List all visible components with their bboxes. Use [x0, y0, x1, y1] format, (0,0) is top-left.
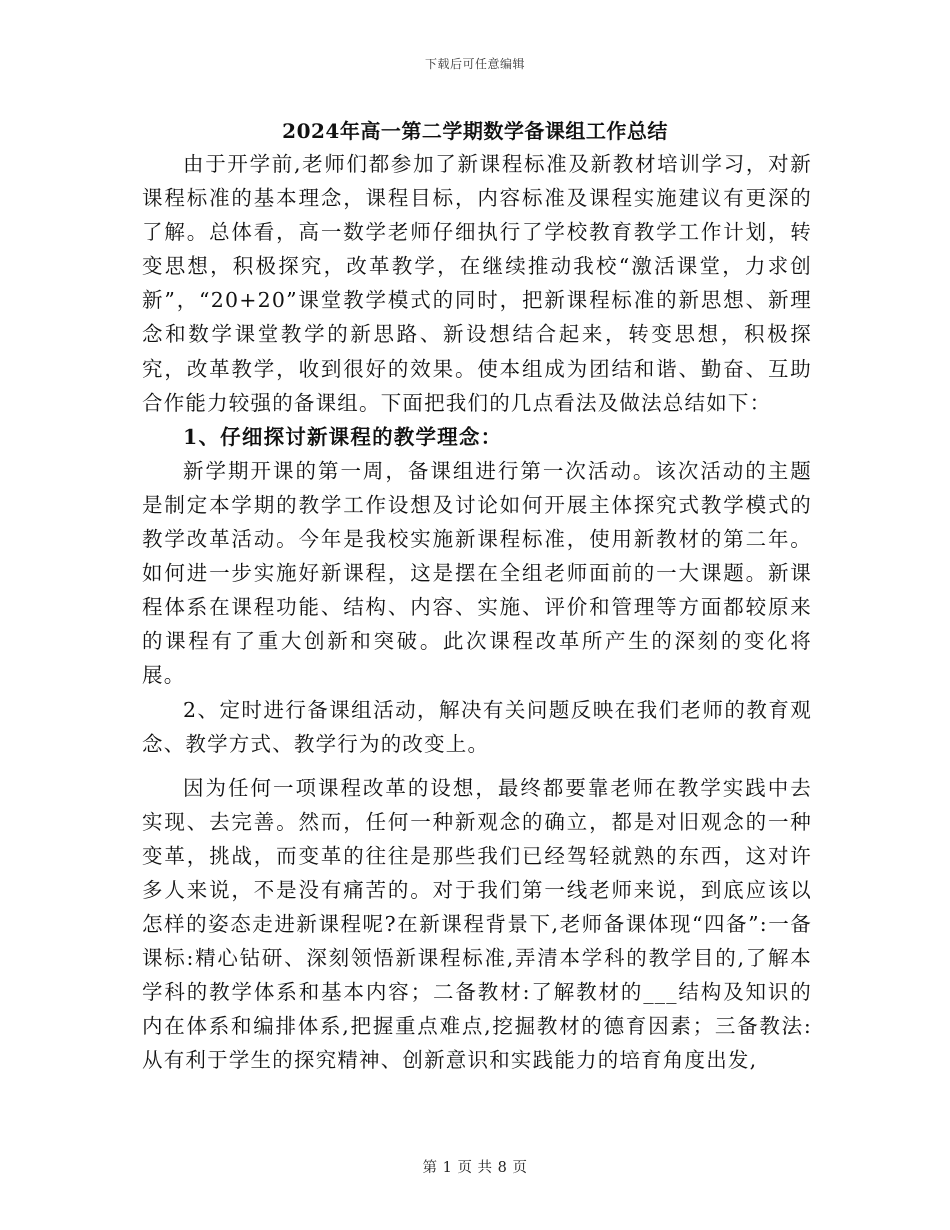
header-note: 下载后可任意编辑 — [424, 57, 525, 71]
paragraph-intro: 由于开学前,老师们都参加了新课程标准及新教材培训学习，对新课程标准的基本理念，课程目标，内容标准及课程实施建议有更深的了解。总体看，高一数学老师仔细执行了学校教育教学工作计划，转变思想，积极探究，改革教学，在继续推动我校“激活课堂，力求创新”，“20+20”课堂教学模式的同时，把新课程标准的新思想、新理念和数学课堂教学的新思路、新设想结合起来，转变思想，积极探究，改革教学，收到很好的效果。使本组成为团结和谐、勤奋、互助合作能力较强的备课组。下面把我们的几点看法及做法总结如下： — [142, 152, 812, 415]
paragraph-section-1: 新学期开课的第一周，备课组进行第一次活动。该次活动的主题是制定本学期的教学工作设想及讨论如何开展主体探究式教学模式的教学改革活动。今年是我校实施新课程标准，使用新教材的第二年。如何进一步实施好新课程，这是摆在全组老师面前的一大课题。新课程体系在课程功能、结构、内容、实施、评价和管理等方面都较原来的课程有了重大创新和突破。此次课程改革所产生的深刻的变化将展。 — [142, 458, 812, 688]
section-heading-2: 2、定时进行备课组活动，解决有关问题反映在我们老师的教育观念、教学方式、教学行为的改变上。 — [142, 697, 812, 756]
page-number: 第 1 页 共 8 页 — [422, 1160, 528, 1176]
document-body — [142, 147, 812, 1078]
section-heading-1: 1、仔细探讨新课程的教学理念： — [183, 424, 503, 449]
document-title: 2024年高一第二学期数学备课组工作总结 — [282, 119, 668, 143]
paragraph-section-2: 因为任何一项课程改革的设想，最终都要靠老师在教学实践中去实现、去完善。然而，任何一种新观念的确立，都是对旧观念的一种变革，挑战，而变革的往往是那些我们已经驾轻就熟的东西，这对许多人来说，不是没有痛苦的。对于我们第一线老师来说，到底应该以怎样的姿态走进新课程呢?在新课程背景下,老师备课体现“四备”:一备课标:精心钻研、深刻领悟新课程标准,弄清本学科的教学目的,了解本学科的教学体系和基本内容；二备教材:了解教材的___结构及知识的内在体系和编排体系,把握重点难点,挖掘教材的德育因素；三备教法:从有利于学生的探究精神、创新意识和实践能力的培育角度出发, — [142, 775, 812, 1073]
